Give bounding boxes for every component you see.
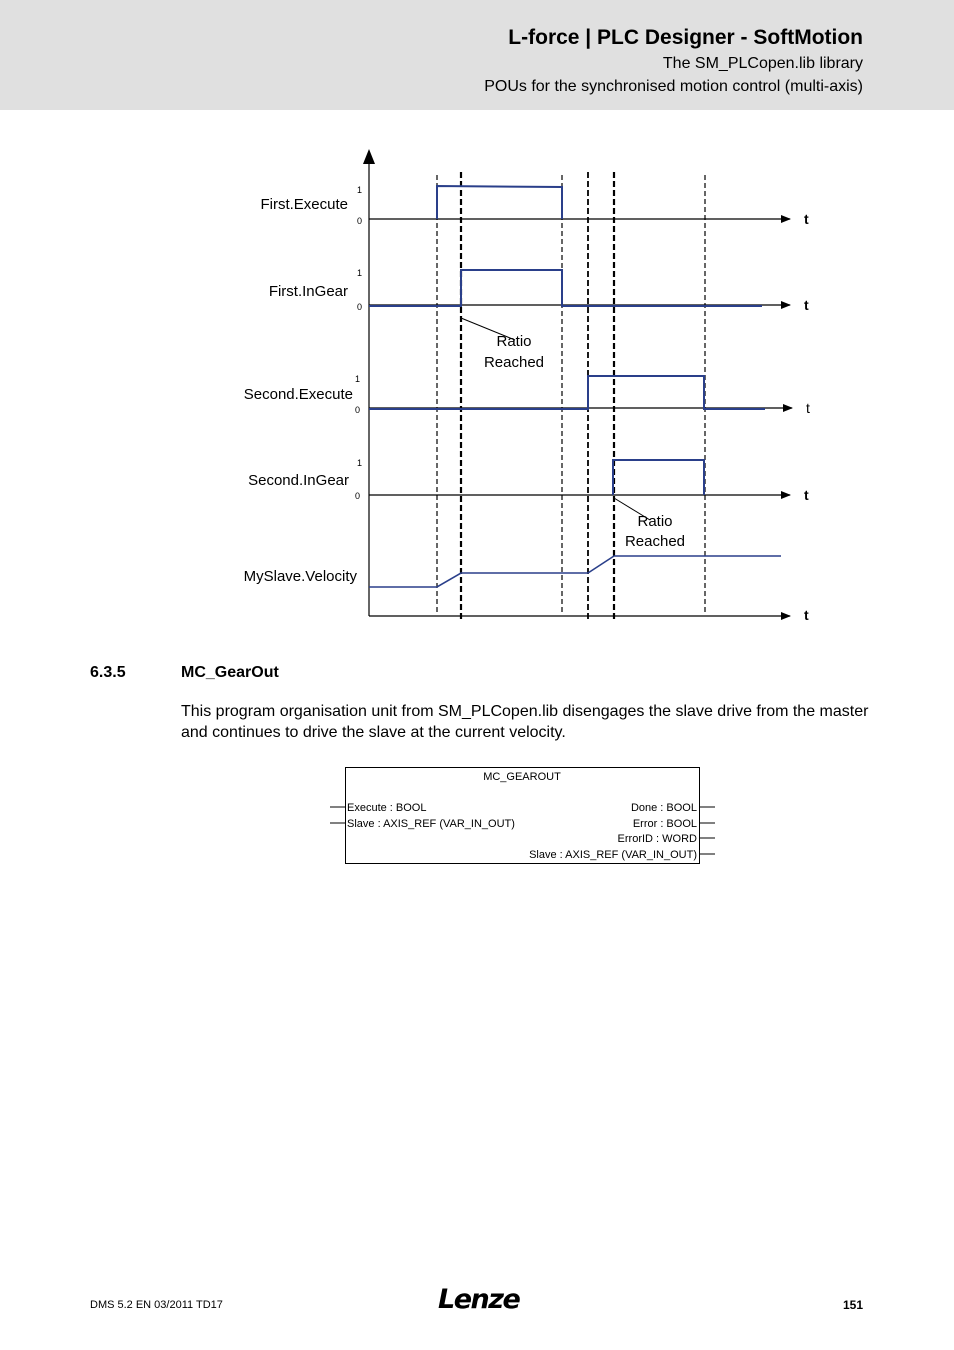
signal-label: First.Execute <box>260 196 348 213</box>
level-low-label: 0 <box>357 216 363 226</box>
time-axis-label: t <box>806 400 810 416</box>
output-label: Error : BOOL <box>632 818 697 830</box>
time-axis-label: t <box>804 607 809 623</box>
function-block-name: MC_GEAROUT <box>483 771 561 783</box>
level-high-label: 1 <box>357 185 363 195</box>
annotation-line2: Reached <box>483 354 545 371</box>
page-header <box>0 0 954 110</box>
slave-velocity-trace <box>369 556 781 587</box>
output-label: ErrorID : WORD <box>617 833 697 845</box>
input-label: Execute : BOOL <box>347 802 427 814</box>
time-axis-label: t <box>804 297 809 313</box>
annotation-line1: Ratio <box>637 513 673 530</box>
signal-label: Second.InGear <box>248 472 349 489</box>
second-ingear-trace <box>613 460 704 495</box>
annotation-line2: Reached <box>624 533 686 550</box>
output-label: Slave : AXIS_REF (VAR_IN_OUT) <box>529 849 697 861</box>
footer-document-id: DMS 5.2 EN 03/2011 TD17 <box>90 1299 223 1311</box>
section-title: MC_GearOut <box>181 664 279 681</box>
level-high-label: 1 <box>357 458 363 468</box>
level-high-label: 1 <box>357 268 363 278</box>
signal-label: Second.Execute <box>243 386 353 403</box>
function-block-diagram <box>320 760 720 870</box>
annotation-line1: Ratio <box>496 333 532 350</box>
page-number: 151 <box>842 1298 863 1312</box>
timing-diagram <box>0 140 954 630</box>
signal-label: MySlave.Velocity <box>243 568 357 585</box>
signal-label: First.InGear <box>268 283 348 300</box>
y-axis-arrow <box>363 149 375 164</box>
document-title: L-force | PLC Designer - SoftMotion <box>508 26 863 49</box>
level-high-label: 1 <box>355 374 361 384</box>
output-label: Done : BOOL <box>630 802 697 814</box>
level-low-label: 0 <box>355 405 361 415</box>
time-axis-label: t <box>804 211 809 227</box>
lenze-logo: Lenze <box>438 1284 520 1315</box>
section-subtitle: POUs for the synchronised motion control (multi-axis) <box>484 78 863 95</box>
chapter-subtitle: The SM_PLCopen.lib library <box>662 55 863 72</box>
first-ingear-trace <box>369 270 762 306</box>
time-axis-label: t <box>804 487 809 503</box>
input-label: Slave : AXIS_REF (VAR_IN_OUT) <box>347 818 515 830</box>
first-execute-trace <box>437 186 562 219</box>
section-paragraph: This program organisation unit from SM_PLCopen.lib disengages the slave drive from the master and continues to drive the slave at the current velocity. <box>181 703 869 741</box>
section-number: 6.3.5 <box>90 664 126 681</box>
level-low-label: 0 <box>355 491 361 501</box>
level-low-label: 0 <box>357 302 363 312</box>
